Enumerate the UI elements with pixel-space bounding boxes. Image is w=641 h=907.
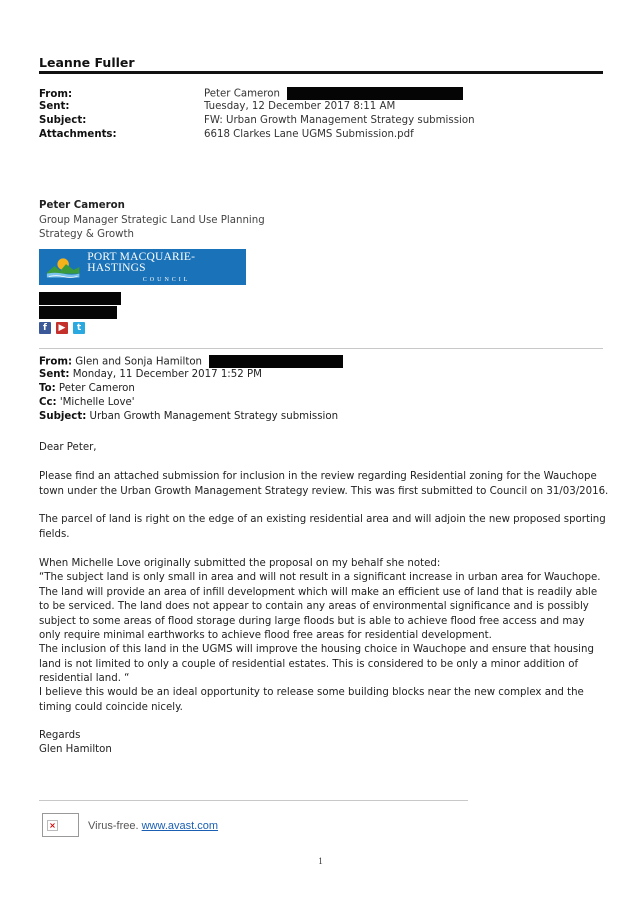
header-subject-row <box>39 115 475 126</box>
logo-title: PORT MACQUARIE-HASTINGS <box>87 250 196 274</box>
fwd-to-label: To: <box>39 383 56 394</box>
body-paragraph-2: The parcel of land is right on the edge of an existing residential area and will adjoin the new proposed sporting fields. <box>39 514 606 540</box>
body-paragraph-1: Please find an attached submission for inclusion in the review regarding Residential zoning for the Wauchope town under the Urban Growth Management Strategy review. This was first submitted to Council on 31/03/2016. <box>39 471 609 497</box>
fwd-subject-label: Subject: <box>39 411 87 422</box>
forwarded-subject-row <box>39 411 338 422</box>
fwd-to-value: Peter Cameron <box>58 383 135 394</box>
fwd-sent-value: Monday, 11 December 2017 1:52 PM <box>72 369 262 380</box>
avast-link[interactable]: www.avast.com <box>141 820 219 832</box>
redacted-email <box>287 87 463 100</box>
body-quote-1: “The subject land is only small in area and will not result in a significant increase in urban area for Wauchope. The land will provide an area of infill development which will make an efficient use of land that is readily able to be serviced. The land does not appear to contain any areas of environmental significance and is possibly subject to some areas of flood storage during large floods but is able to achieve flood free access and may only require minimal earthworks to achieve flood free areas for residential development. <box>39 572 601 642</box>
fwd-subject-value: Urban Growth Management Strategy submission <box>89 411 339 422</box>
facebook-icon[interactable]: f <box>39 322 51 334</box>
youtube-icon[interactable]: ▶ <box>56 322 68 334</box>
fwd-from-label: From: <box>39 356 73 368</box>
subject-label: Subject: <box>39 115 87 126</box>
forwarded-cc-row <box>39 397 135 408</box>
subject-value: FW: Urban Growth Management Strategy submission <box>204 115 475 126</box>
council-logo <box>39 249 246 285</box>
broken-image-icon: × <box>42 813 79 837</box>
redacted-contact-2 <box>39 306 117 319</box>
logo-subtitle: COUNCIL <box>142 276 191 283</box>
sent-value: Tuesday, 12 December 2017 8:11 AM <box>204 101 396 112</box>
header-attachments-row <box>39 129 414 140</box>
signature-department: Strategy & Growth <box>39 229 134 240</box>
council-emblem-icon <box>45 253 81 281</box>
message-divider <box>39 348 603 349</box>
greeting: Dear Peter, <box>39 442 97 453</box>
attachment-file-link[interactable]: 6618 Clarkes Lane UGMS Submission.pdf <box>204 129 414 140</box>
footer-divider <box>39 800 468 801</box>
virus-free-notice <box>88 820 218 832</box>
mailbox-owner-name: Leanne Fuller <box>39 55 135 70</box>
body-paragraph-3-intro: When Michelle Love originally submitted the proposal on my behalf she noted: <box>39 558 441 569</box>
page-number: 1 <box>318 856 323 866</box>
forwarded-to-row <box>39 383 135 394</box>
signature-name: Peter Cameron <box>39 200 125 211</box>
sender-name: Glen Hamilton <box>39 744 112 755</box>
body-quote-2: The inclusion of this land in the UGMS will improve the housing choice in Wauchope and ensure that housing land is not limited to only a couple of residential estates. This is considered to be only a minor addition of residential land. “ <box>39 644 594 685</box>
closing: Regards <box>39 730 81 741</box>
fwd-cc-label: Cc: <box>39 397 57 408</box>
attachments-label: Attachments: <box>39 129 117 140</box>
from-label: From: <box>39 88 73 100</box>
twitter-icon[interactable]: t <box>73 322 85 334</box>
sent-label: Sent: <box>39 101 70 112</box>
fwd-sent-label: Sent: <box>39 369 70 380</box>
fwd-from-value: Glen and Sonja Hamilton <box>75 356 203 368</box>
body-paragraph-4: I believe this would be an ideal opportunity to release some building blocks near the new complex and the timing could coincide nicely. <box>39 687 584 713</box>
signature-title: Group Manager Strategic Land Use Planning <box>39 215 265 226</box>
from-value: Peter Cameron <box>204 88 280 100</box>
virus-free-text: Virus-free. <box>88 820 139 832</box>
header-rule <box>39 71 603 74</box>
redacted-sender-email <box>209 355 343 368</box>
header-sent-row <box>39 101 395 112</box>
fwd-cc-value: 'Michelle Love' <box>59 397 135 408</box>
forwarded-from-row <box>39 355 343 368</box>
header-from-row <box>39 87 463 100</box>
forwarded-sent-row <box>39 369 262 380</box>
redacted-contact-1 <box>39 292 121 305</box>
